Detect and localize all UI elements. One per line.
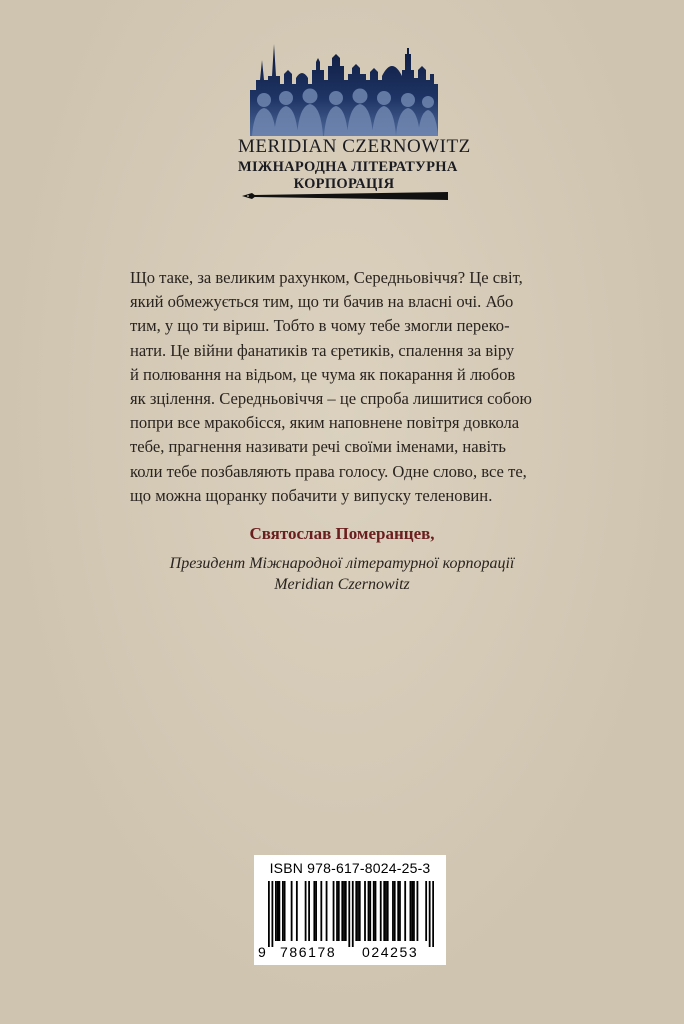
barcode-bar	[333, 881, 335, 941]
barcode-bar	[425, 881, 427, 941]
logo-title: MERIDIAN CZERNOWITZ	[238, 136, 471, 157]
annotation-line: тебе, прагнення називати речі своїми іменами, навіть	[130, 437, 506, 457]
barcode-bar	[315, 881, 317, 941]
barcode-bar	[394, 881, 396, 941]
barcode-bar	[348, 881, 350, 947]
isbn-number: ISBN 978-617-8024-25-3	[269, 860, 431, 876]
barcode-bar	[278, 881, 280, 941]
barcode-bar	[385, 881, 387, 941]
barcode-bar	[305, 881, 307, 941]
city-skyline-with-crowd-icon	[250, 40, 438, 136]
barcode-bar	[296, 881, 298, 941]
barcode-bar	[320, 881, 322, 941]
annotation-line: коли тебе позбавляють права голосу. Одне слово, все те,	[130, 461, 527, 481]
annotation-text	[130, 266, 550, 508]
barcode-bar	[375, 881, 377, 941]
barcode-bar	[336, 881, 338, 941]
barcode-bar	[373, 881, 375, 941]
annotation-line: тим, у що ти віриш. Тобто в чому тебе змогли переко-	[130, 316, 510, 336]
annotation-line: який обмежується тим, що ти бачив на власні очі. Або	[130, 292, 514, 312]
barcode-bar	[413, 881, 415, 941]
logo-subtitle-line2: КОРПОРАЦІЯ	[293, 176, 395, 192]
barcode-right-group: 024253	[362, 944, 419, 960]
barcode-bar	[387, 881, 389, 941]
barcode-bar	[429, 881, 431, 947]
barcode-bar	[399, 881, 401, 941]
logo-subtitle-line1: МІЖНАРОДНА ЛІТЕРАТУРНА	[238, 159, 458, 175]
barcode-bar	[284, 881, 286, 941]
barcode-bar	[338, 881, 340, 941]
barcode-bar	[282, 881, 284, 941]
annotation-line: Що таке, за великим рахунком, Середньовіччя? Це світ,	[130, 268, 523, 287]
author-name: Святослав Померанцев,	[249, 524, 435, 543]
barcode-bar	[326, 881, 328, 941]
barcode-bar	[343, 881, 345, 941]
barcode-bar	[268, 881, 270, 947]
barcode-first-digit: 9	[258, 944, 266, 960]
barcode-bar	[359, 881, 361, 941]
barcode-bar	[357, 881, 359, 941]
barcode-bar	[397, 881, 399, 941]
fountain-pen-icon	[240, 190, 450, 202]
barcode-bars	[268, 881, 434, 947]
barcode-bar	[410, 881, 412, 941]
barcode-bar	[369, 881, 371, 941]
barcode-bar	[271, 881, 273, 947]
barcode-bar	[417, 881, 419, 941]
publisher-logo	[238, 40, 471, 205]
barcode-left-group: 786178	[280, 944, 337, 960]
barcode-bar	[275, 881, 277, 941]
barcode-bar	[352, 881, 354, 947]
barcode-bar	[341, 881, 343, 941]
barcode-bar	[364, 881, 366, 941]
barcode-bar	[277, 881, 279, 941]
barcode-bar	[368, 881, 370, 941]
annotation-line: як зцілення. Середньовіччя – це спроба лишитися собою	[130, 389, 532, 409]
author-role: Президент Міжнародної літературної корпорації	[169, 555, 515, 572]
barcode-bar	[313, 881, 315, 941]
annotation-line: попри все мракобісся, яким наповнене повітря довкола	[130, 413, 520, 433]
barcode-bar	[432, 881, 434, 947]
annotation-line: й полювання на відьом, це чума як покарання й любов	[130, 364, 516, 384]
isbn-barcode	[254, 855, 446, 965]
author-organization: Meridian Czernowitz	[274, 576, 410, 593]
barcode-bar	[345, 881, 347, 941]
barcode-bar	[411, 881, 413, 941]
barcode-bar	[392, 881, 394, 941]
barcode-bar	[404, 881, 406, 941]
barcode-bar	[355, 881, 357, 941]
barcode-bar	[380, 881, 382, 941]
annotation-line: нати. Це війни фанатиків та єретиків, спалення за віру	[130, 340, 515, 360]
barcode-bar	[308, 881, 310, 941]
barcode-digits	[256, 944, 444, 964]
barcode-bar	[383, 881, 385, 941]
annotation-line: що можна щоранку побачити у випуску теленовин.	[130, 485, 493, 505]
barcode-bar	[291, 881, 293, 941]
